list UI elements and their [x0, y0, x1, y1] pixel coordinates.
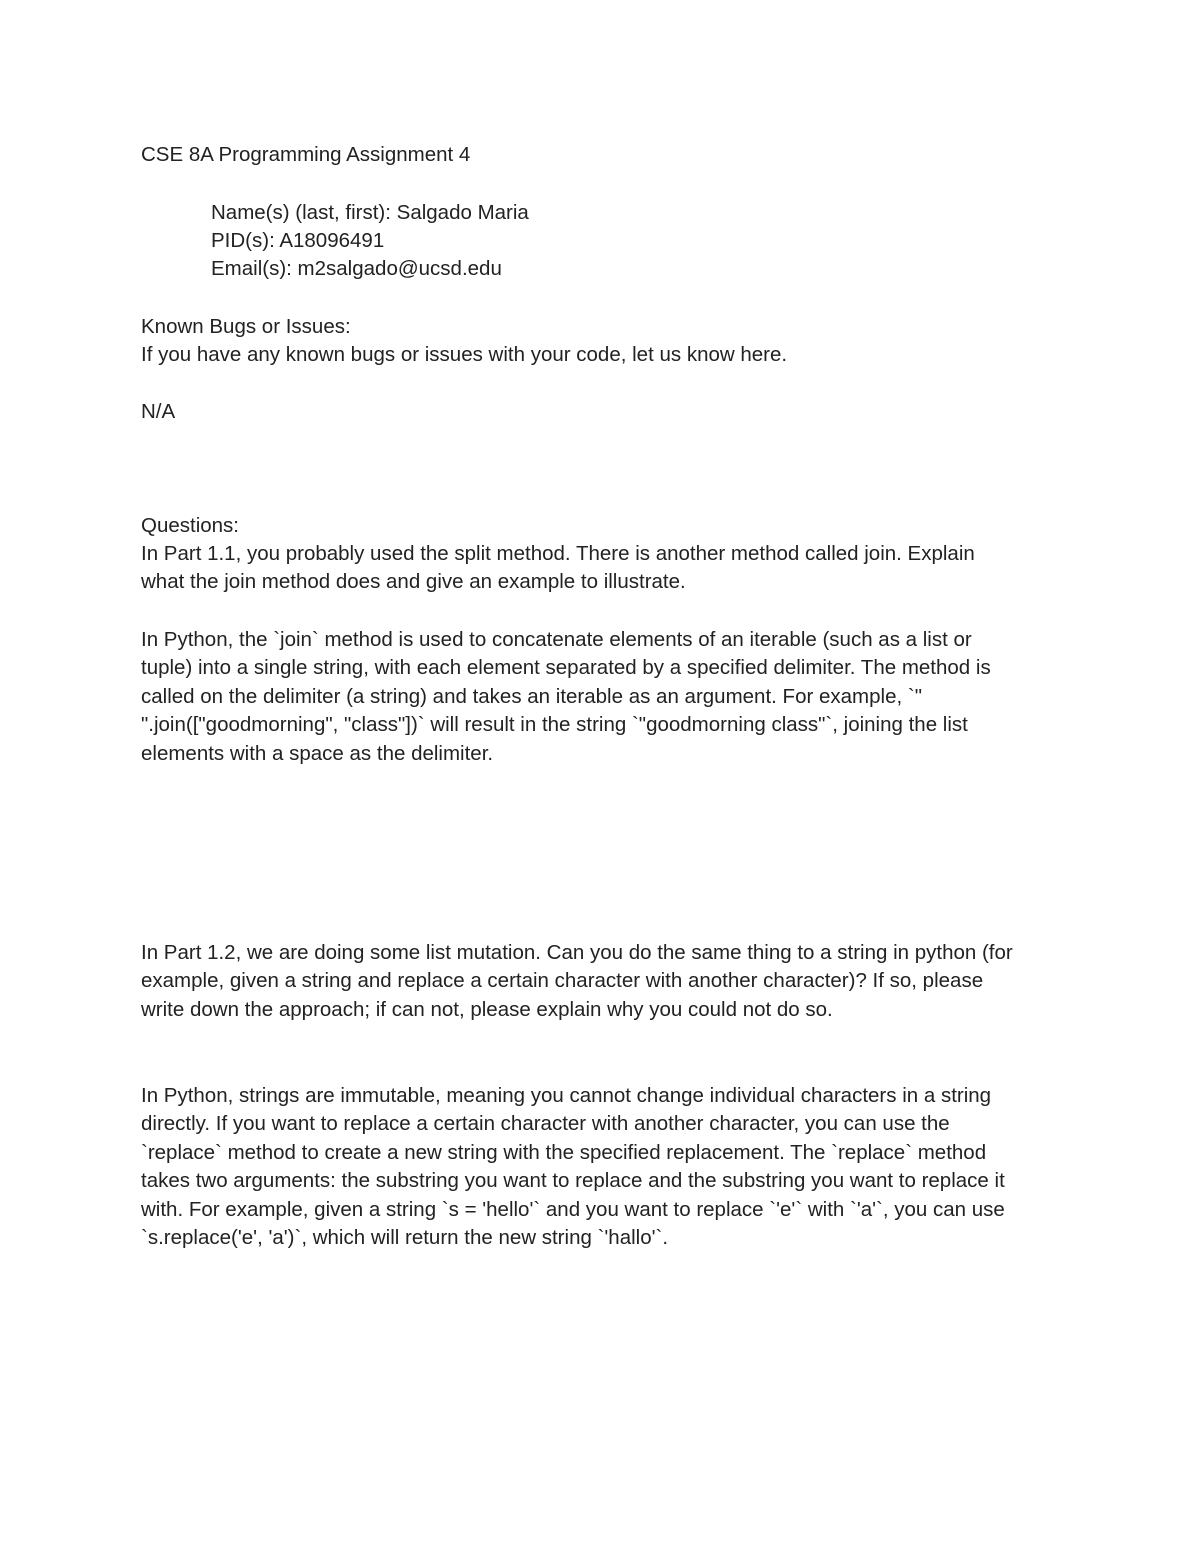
answer-1-line: called on the delimiter (a string) and takes an iterable as an argument. For example, `"	[141, 685, 922, 708]
answer-2-line: `s.replace('e', 'a')`, which will return the new string `'hallo'`.	[141, 1226, 669, 1249]
bugs-answer: N/A	[141, 400, 176, 423]
answer-2-line: with. For example, given a string `s = 'hello'` and you want to replace `'e'` with `'a'`, you can use	[141, 1198, 1005, 1221]
bugs-prompt: If you have any known bugs or issues with your code, let us know here.	[141, 343, 788, 366]
question-2-line: write down the approach; if can not, please explain why you could not do so.	[141, 998, 833, 1021]
question-1-line: In Part 1.1, you probably used the split method. There is another method called join. Explain	[141, 542, 975, 565]
document-title: CSE 8A Programming Assignment 4	[141, 143, 471, 166]
questions-heading: Questions:	[141, 514, 239, 537]
question-1-line: what the join method does and give an example to illustrate.	[141, 570, 686, 593]
answer-2-line: takes two arguments: the substring you want to replace and the substring you want to replace it	[141, 1169, 1005, 1192]
student-pid: PID(s): A18096491	[211, 229, 385, 252]
answer-2-line: `replace` method to create a new string with the specified replacement. The `replace` method	[141, 1141, 987, 1164]
question-2-line: In Part 1.2, we are doing some list mutation. Can you do the same thing to a string in python (for	[141, 941, 1013, 964]
student-email: Email(s): m2salgado@ucsd.edu	[211, 257, 502, 280]
answer-1-line: In Python, the `join` method is used to concatenate elements of an iterable (such as a list or	[141, 628, 972, 651]
answer-1-line: ".join(["goodmorning", "class"])` will result in the string `"goodmorning class"`, joining the list	[141, 713, 968, 736]
answer-1-line: tuple) into a single string, with each element separated by a specified delimiter. The method is	[141, 656, 991, 679]
question-2-line: example, given a string and replace a certain character with another character)? If so, please	[141, 969, 984, 992]
student-name: Name(s) (last, first): Salgado Maria	[211, 201, 529, 224]
answer-2-line: directly. If you want to replace a certain character with another character, you can use the	[141, 1112, 950, 1135]
answer-2-line: In Python, strings are immutable, meaning you cannot change individual characters in a string	[141, 1084, 992, 1107]
answer-1-line: elements with a space as the delimiter.	[141, 742, 494, 765]
bugs-heading: Known Bugs or Issues:	[141, 315, 351, 338]
